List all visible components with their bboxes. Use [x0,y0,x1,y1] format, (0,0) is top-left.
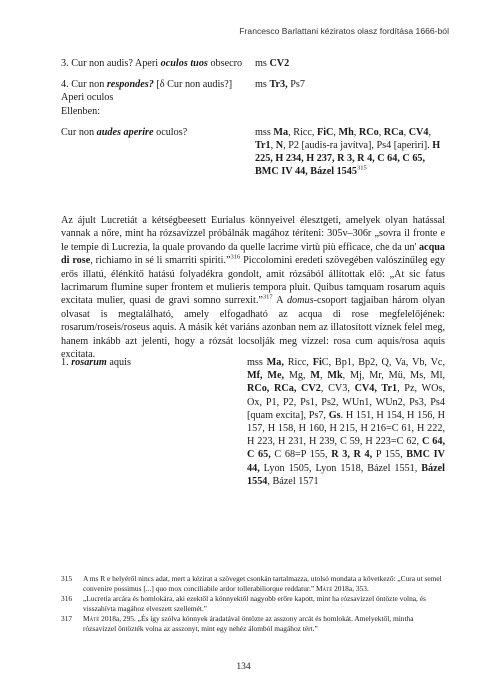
variant-row [61,126,445,179]
witness-bold: CV2 [269,58,290,69]
page-number: 134 [236,662,251,672]
variant-reading [61,126,255,179]
running-header: Francesco Barlattani kéziratos olasz fordítása 1666-ból [239,26,449,36]
reading-emphasis: audes aperire [96,126,154,138]
witness-text: ms [255,79,270,91]
reading-emphasis: rosarum [71,357,107,368]
footnote [61,594,445,613]
reading-emphasis: respondes? [106,79,154,91]
footnote-number: 317 [61,614,73,623]
witness-bold: Tr3, [269,79,288,91]
witness-text: Ps7 [287,79,305,91]
witness-list: mss Ma, Ricc, FiC, Mh, RCo, RCa, CV4, Tr1, N, P2 [audis-ra javítva], Ps4 [aperiri]. H 225, H 234, H 237, R 3, R 4, C 64, C 65, BMC IV 44, Bázel 1545$^{315}$ [255,126,441,178]
variant-table-2 [61,356,445,496]
reading-text: 4. Cur non [61,79,107,91]
reading-emphasis: oculos tuos [160,58,208,69]
footnote-number: 315 [61,574,73,583]
reading-text: aquis [106,357,131,368]
variant-reading [61,356,247,488]
reading-note: Ellenben: [61,105,101,117]
reading-text: Cur non [61,126,97,138]
variant-row [61,57,445,70]
footnote-text: A ms R e helyéről nincs adat, mert a kézirat a szöveget csonkán tartalmazza, utolsó mondata a következő: „Cura ut semel convenire possimus [...] quo mox conciliabile ardor tollerabiliorque reddatur.” Máté 2018a, 353. [83,574,442,593]
variant-reading [61,78,255,118]
footnote-number: 316 [61,594,73,603]
footnote [61,574,445,593]
witness-list: mss Ma, Ricc, FiC, Bp1, Bp2, Q, Va, Vb, Vc, Mf, Me, Mg, M, Mk, Mj, Mr, Mü, Ms, Ml, RCo, RCa, CV2, CV3, CV4, Tr1, Pz, WOs, Ox, P1, P2, Ps1, Ps2, WUn1, WUn2, Ps3, Ps4 [quam excita], Ps7, Gs. H 151, H 154, H 156, H 157, H 158, H 160, H 215, H 216=C 61, H 222, H 223, H 231, H 239, C 59, H 223=C 62, C 64, C 65, C 68=P 155, R 3, R 4, P 155, BMC IV 44, Lyon 1505, Lyon 1518, Bázel 1551, Bázel 1554, Bázel 1571 [247,357,446,487]
reading-text: obsecro [207,58,243,69]
reading-text: 3. Cur non audis? Aperi [61,58,161,69]
footnote-text: Máté 2018a, 295. „És így szólva könnyek áradatával öntözte az asszony arcát és homlokát. Amelyektől, mintha rózsavízzel öntözték volna az asszonyt, mint egy nehéz álomból magához tért.” [83,614,414,633]
footnote-text: „Lucretia arcára és homlokára, aki ezektől a könnyektől nagyobb erőre kapott, mint ha rózsavízzel öntözte volna, és visszahívta magához elveszett szellemét.” [83,594,426,613]
witness-text: ms [255,58,270,69]
footnotes [61,574,445,634]
reading-text: 1. [61,357,72,368]
variant-table [61,57,445,187]
reading-text: oculos? [153,126,188,138]
footnote [61,614,445,633]
reading-text: [δ Cur non audis?] Aperi oculos [61,79,233,104]
variant-row [61,78,445,118]
body-paragraph: Az ájult Lucretiát a kétségbeesett Eurialus könnyeivel élesztgeti, amelyek olyan hatással vannak a nőre, mint ha rózsavízzel próbálnák magához téríteni: 305v–306r „sovra il fronte e le tempie di Lucrezia, la quale provando da quelle lacrime virtù più efficace, che da un' acqua di rose, richiamo in sé li smarriti spiriti.”$^{316}$ Piccolomini eredeti szövegében valószínűleg egy erős illatú, élénkítő hatású folyadékra gondolt, amit rózsából állítottak elő: „At sic fatus lacrimarum flumine super frontem et mulieris tempora pluit. Quibus tamquam rosarum aquis excitata mulier, quasi de gravi somno surrexit.”$^{317}$ A domus-csoport tagjaiban három olyan olvasat is megtalálható, amely elfogadható az acqua di rose megfelelőjének: rosarum/roseis/roseus aquis. A másik két variáns azonban nem az illatosított víznek felel meg, hanem inkább azt jelenti, hogy a rózsát locsolják meg vízzel: rosa cum aquis/rosa aquis excitata. [61,215,445,361]
variant-reading [61,57,255,70]
variant-row [61,356,445,488]
witness-list [255,57,445,70]
witness-list [255,78,445,118]
